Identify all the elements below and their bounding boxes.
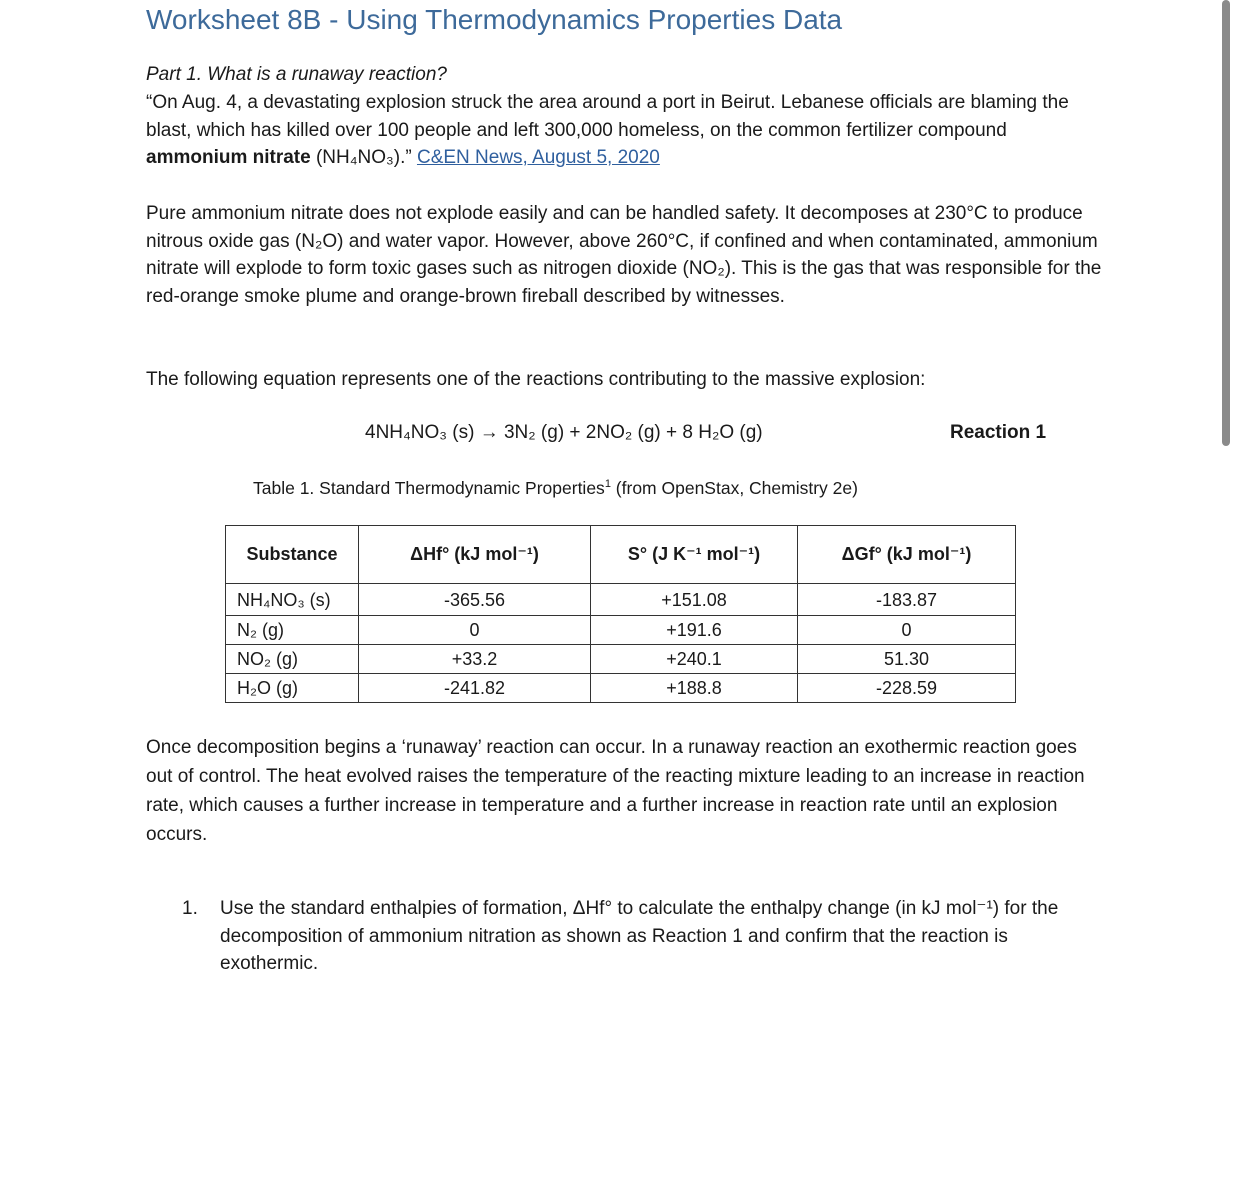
cell-gibbs: -228.59 xyxy=(798,674,1016,703)
table-caption-main: Table 1. Standard Thermodynamic Properties xyxy=(253,478,605,498)
table-row xyxy=(226,674,1016,703)
header-entropy: S° (J K⁻¹ mol⁻¹) xyxy=(591,526,798,584)
news-quote xyxy=(146,89,1106,172)
table-row xyxy=(226,584,1016,616)
quote-formula: (NH₄NO₃).” xyxy=(310,147,417,168)
vertical-scrollbar[interactable] xyxy=(1222,0,1230,446)
table-caption-footnote: 1 xyxy=(604,478,611,491)
cell-substance: NH₄NO₃ (s) xyxy=(226,584,359,616)
table-row xyxy=(226,645,1016,674)
cell-gibbs: 51.30 xyxy=(798,645,1016,674)
reaction-equation: 4NH₄NO₃ (s) → 3N₂ (g) + 2NO₂ (g) + 8 H₂O (g) xyxy=(365,422,763,443)
quote-text: “On Aug. 4, a devastating explosion struck the area around a port in Beirut. Lebanese officials are blaming the blast, which has killed over 100 people and left 300,000 homeless, on the common fertilizer compound xyxy=(146,92,1069,141)
cell-substance: H₂O (g) xyxy=(226,674,359,703)
table-row xyxy=(226,616,1016,645)
equation-row xyxy=(146,422,1106,450)
table-header-row xyxy=(226,526,1016,584)
part-heading: Part 1. What is a runaway reaction? xyxy=(146,64,447,85)
reaction-label: Reaction 1 xyxy=(950,422,1047,443)
cell-entropy: +188.8 xyxy=(591,674,798,703)
header-substance: Substance xyxy=(226,526,359,584)
table-caption-source: (from OpenStax, Chemistry 2e) xyxy=(610,478,858,498)
question-text: Use the standard enthalpies of formation, ΔHf° to calculate the enthalpy change (in kJ mol⁻¹) for the decomposition of ammonium nitration as shown as Reaction 1 and confirm that the reaction is exothermic. xyxy=(220,898,1059,974)
cell-entropy: +240.1 xyxy=(591,645,798,674)
cell-gibbs: 0 xyxy=(798,616,1016,645)
source-link[interactable]: C&EN News, August 5, 2020 xyxy=(416,147,660,168)
table-caption xyxy=(253,478,858,499)
thermo-table xyxy=(225,525,1016,703)
equation-intro: The following equation represents one of the reactions contributing to the massive explosion: xyxy=(146,369,926,390)
header-enthalpy: ΔHf° (kJ mol⁻¹) xyxy=(359,526,591,584)
cell-enthalpy: +33.2 xyxy=(359,645,591,674)
cell-substance: N₂ (g) xyxy=(226,616,359,645)
question-number: 1. xyxy=(182,898,198,919)
page-title: Worksheet 8B - Using Thermodynamics Properties Data xyxy=(146,4,843,35)
cell-enthalpy: -241.82 xyxy=(359,674,591,703)
runaway-paragraph: Once decomposition begins a ‘runaway’ reaction can occur. In a runaway reaction an exothermic reaction goes out of control. The heat evolved raises the temperature of the reacting mixture leading to an increase in reaction rate, which causes a further increase in temperature and a further increase in reaction rate until an explosion occurs. xyxy=(146,737,1085,845)
cell-entropy: +151.08 xyxy=(591,584,798,616)
cell-enthalpy: -365.56 xyxy=(359,584,591,616)
cell-substance: NO₂ (g) xyxy=(226,645,359,674)
header-gibbs: ΔGf° (kJ mol⁻¹) xyxy=(798,526,1016,584)
decomposition-paragraph: Pure ammonium nitrate does not explode easily and can be handled safety. It decomposes at 230°C to produce nitrous oxide gas (N₂O) and water vapor. However, above 260°C, if confined and when contaminated, ammonium nitrate will explode to form toxic gases such as nitrogen dioxide (NO₂). This is the gas that was responsible for the red-orange smoke plume and orange-brown fireball described by witnesses. xyxy=(146,203,1102,307)
quote-bold-term: ammonium nitrate xyxy=(146,147,311,168)
cell-entropy: +191.6 xyxy=(591,616,798,645)
cell-enthalpy: 0 xyxy=(359,616,591,645)
cell-gibbs: -183.87 xyxy=(798,584,1016,616)
